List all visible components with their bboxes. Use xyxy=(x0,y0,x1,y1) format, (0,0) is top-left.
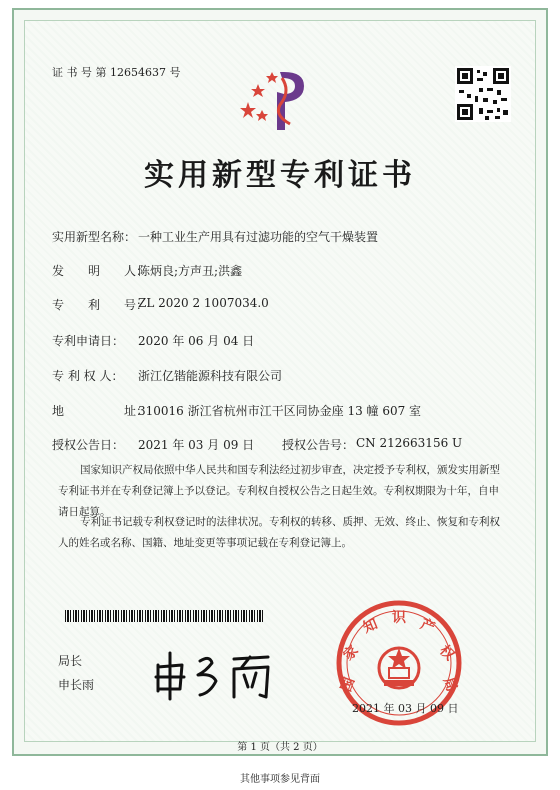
grant-date-value: 2021 年 03 月 09 日 xyxy=(138,438,255,452)
director-role: 局长 xyxy=(58,654,83,668)
address-label: 地 址： xyxy=(52,404,149,418)
inventor-value: 陈炳良;方声丑;洪鑫 xyxy=(138,264,243,278)
seal-date: 2021 年 03 月 09 日 xyxy=(352,702,459,715)
inventor-label: 发 明 人： xyxy=(52,264,149,278)
patentee-value: 浙江亿锴能源科技有限公司 xyxy=(138,369,283,383)
utility-name-label: 实用新型名称： xyxy=(52,230,137,244)
cnipa-logo-icon xyxy=(232,62,322,132)
application-date-value: 2020 年 06 月 04 日 xyxy=(138,334,255,348)
grant-number-label: 授权公告号： xyxy=(282,438,355,452)
director-name: 申长雨 xyxy=(58,678,95,692)
patentee-label: 专 利 权 人： xyxy=(52,369,124,383)
handwritten-signature-icon xyxy=(150,645,280,705)
patent-number-label: 专 利 号： xyxy=(52,298,149,312)
application-date-label: 专利申请日： xyxy=(52,334,125,348)
svg-text:家: 家 xyxy=(340,642,362,664)
grant-date-label: 授权公告日： xyxy=(52,438,125,452)
page-indicator: 第 1 页（共 2 页） xyxy=(237,742,323,753)
notice-paragraph-1: 国家知识产权局依照中华人民共和国专利法经过初步审查，决定授予专利权，颁发实用新型专利证书并在专利登记簿上予以登记。专利权自授权公告之日起生效。专利权期限为十年，自申请日起算。 xyxy=(58,464,500,518)
footer-note: 其他事项参见背面 xyxy=(240,774,320,785)
svg-text:局: 局 xyxy=(439,675,460,694)
patent-number-value: ZL 2020 2 1007034.0 xyxy=(138,296,269,310)
svg-text:产: 产 xyxy=(418,616,437,637)
address-value: 310016 浙江省杭州市江干区同协金座 13 幢 607 室 xyxy=(138,404,422,418)
utility-name-value: 一种工业生产用具有过滤功能的空气干燥装置 xyxy=(138,230,379,244)
grant-number-value: CN 212663156 U xyxy=(356,436,463,450)
certificate-title: 实用新型专利证书 xyxy=(144,158,416,193)
svg-text:权: 权 xyxy=(436,642,458,664)
qr-code-icon xyxy=(455,66,511,122)
svg-text:知: 知 xyxy=(361,616,380,637)
svg-text:国: 国 xyxy=(338,675,359,694)
notice-paragraph-2: 专利证书记载专利权登记时的法律状况。专利权的转移、质押、无效、终止、恢复和专利权人的姓名或名称、国籍、地址变更等事项记载在专利登记簿上。 xyxy=(58,516,500,549)
certificate-number: 证 书 号 第 12654637 号 xyxy=(52,66,181,79)
svg-text:识: 识 xyxy=(392,610,406,626)
barcode-icon xyxy=(65,610,265,622)
